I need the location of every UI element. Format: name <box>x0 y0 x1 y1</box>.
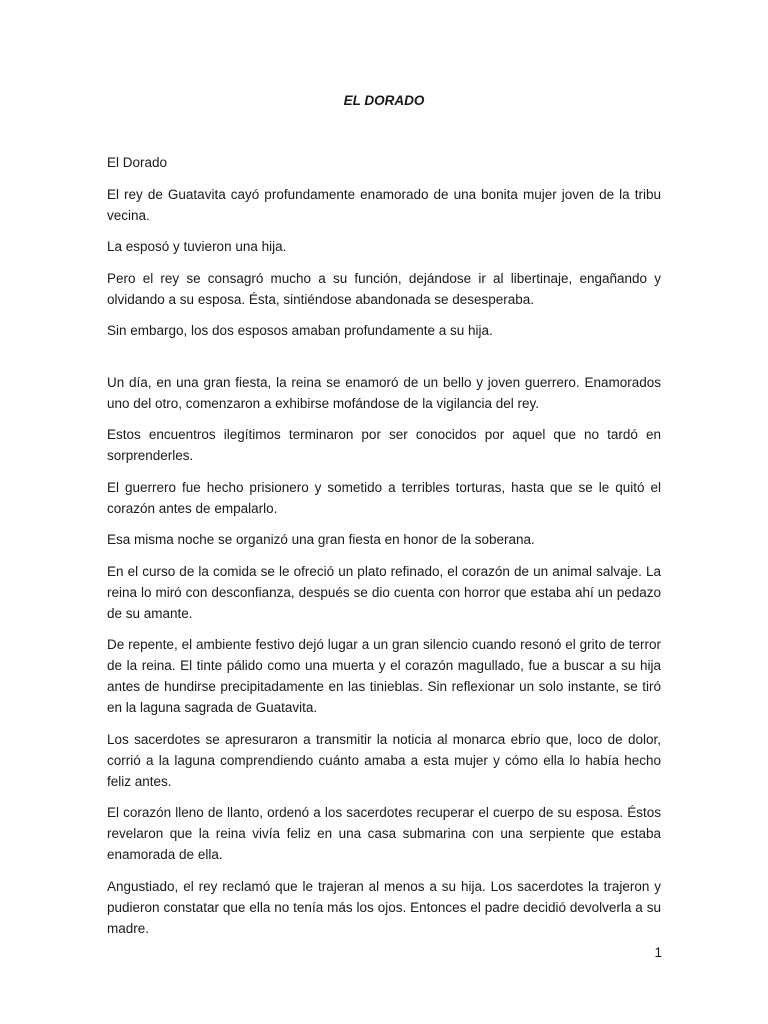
paragraph-heading: El Dorado <box>107 155 168 170</box>
paragraph: Sin embargo, los dos esposos amaban profundamente a su hija. <box>107 323 493 338</box>
paragraph: El corazón lleno de llanto, ordenó a los sacerdotes recuperar el cuerpo de su esposa. Éstos revelaron que la reina vivía feliz en una casa submarina con una serpiente que estaba enamorada de ella. <box>107 805 661 862</box>
paragraph: Esa misma noche se organizó una gran fiesta en honor de la soberana. <box>107 532 535 547</box>
paragraph: El guerrero fue hecho prisionero y sometido a terribles torturas, hasta que se le quitó el corazón antes de empalarlo. <box>107 479 661 516</box>
paragraph: Pero el rey se consagró mucho a su función, dejándose ir al libertinaje, engañando y olvidando a su esposa. Ésta, sintiéndose abandonada se desesperaba. <box>107 270 661 307</box>
paragraph: El rey de Guatavita cayó profundamente enamorado de una bonita mujer joven de la tribu vecina. <box>107 186 661 223</box>
paragraph: Los sacerdotes se apresuraron a transmitir la noticia al monarca ebrio que, loco de dolor, corrió a la laguna comprendiendo cuánto amaba a esta mujer y cómo ella lo había hecho feliz antes. <box>107 731 661 789</box>
paragraph: Un día, en una gran fiesta, la reina se enamoró de un bello y joven guerrero. Enamorados uno del otro, comenzaron a exhibirse mofándose de la vigilancia del rey. <box>107 374 661 411</box>
document-title: EL DORADO <box>343 93 425 108</box>
paragraph: Angustiado, el rey reclamó que le trajeran al menos a su hija. Los sacerdotes la trajeron y pudieron constatar que ella no tenía más los ojos. Entonces el padre decidió devolverla a su madre. <box>107 878 661 936</box>
paragraph-gap <box>107 352 661 372</box>
paragraph: En el curso de la comida se le ofreció un plato refinado, el corazón de un animal salvaje. La reina lo miró con desconfianza, después se dio cuenta con horror que estaba ahí un pedazo de su amante. <box>107 563 661 621</box>
paragraph: De repente, el ambiente festivo dejó lugar a un gran silencio cuando resonó el grito de terror de la reina. El tinte pálido como una muerta y el corazón magullado, fue a buscar a su hija antes de hundirse precipitadamente en las tinieblas. Sin reflexionar un solo instante, se tiró en la laguna sagrada de Guatavita. <box>107 637 661 715</box>
document-body <box>107 152 661 949</box>
page-number: 1 <box>654 945 662 960</box>
paragraph: La esposó y tuvieron una hija. <box>107 239 287 254</box>
paragraph: Estos encuentros ilegítimos terminaron por ser conocidos por aquel que no tardó en sorprenderles. <box>107 427 661 463</box>
